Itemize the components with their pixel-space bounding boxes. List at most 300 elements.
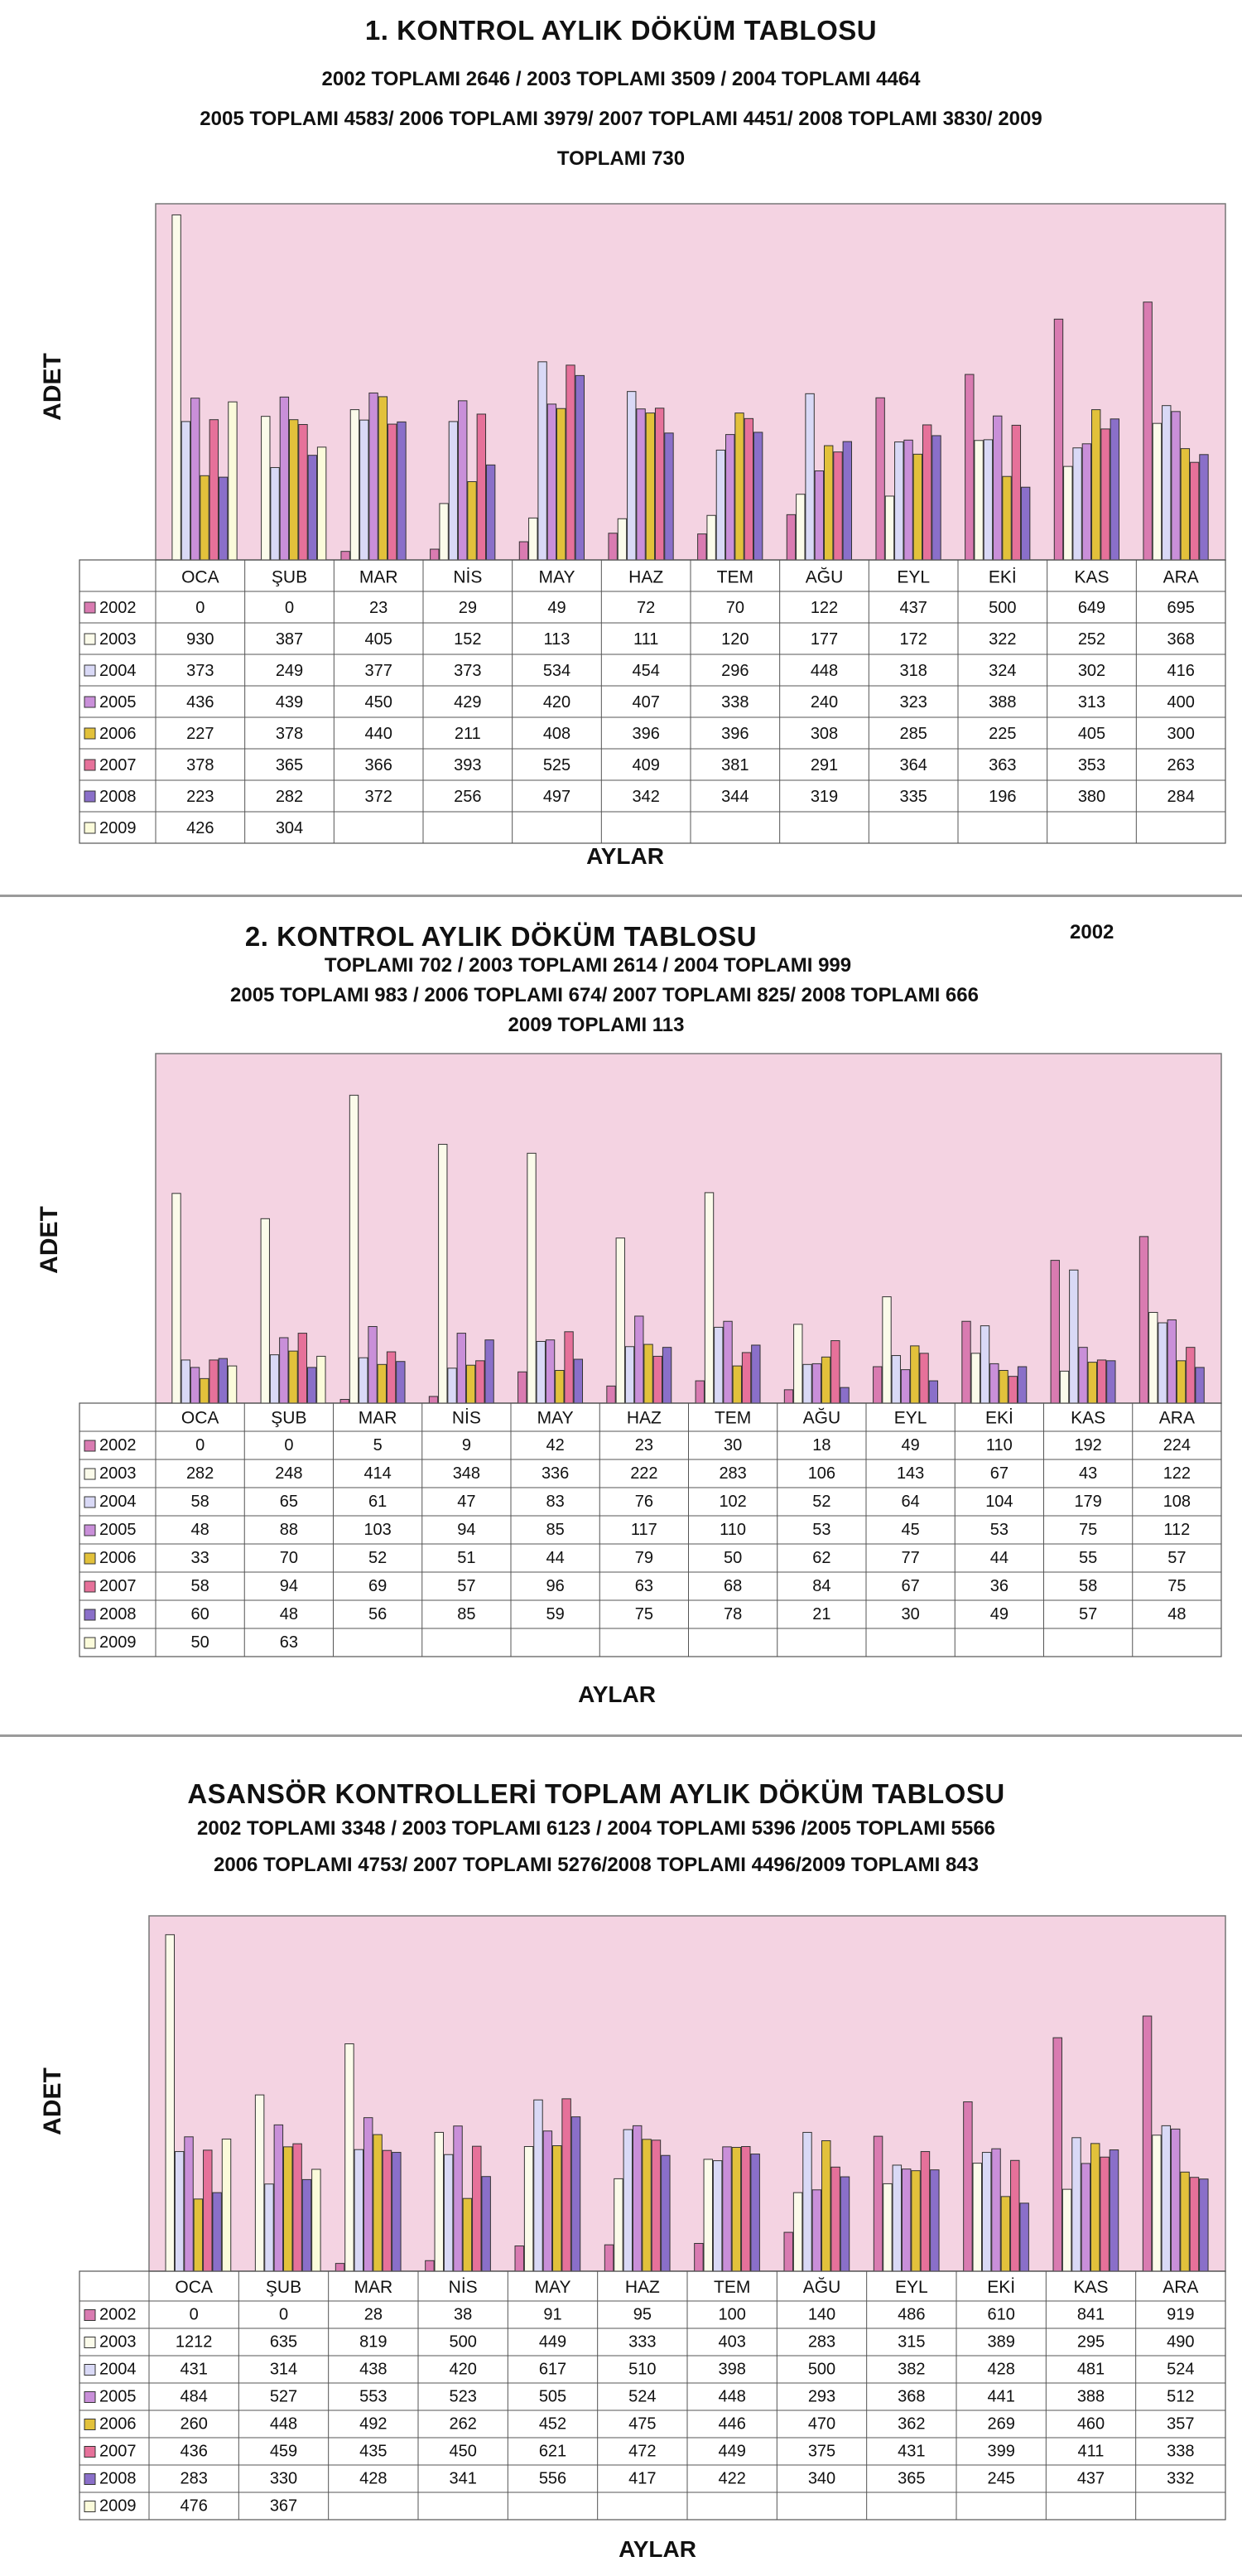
data-label: 30 <box>724 1436 743 1455</box>
bar <box>1162 2125 1170 2271</box>
legend-label: 2006 <box>99 724 137 743</box>
data-label: 0 <box>278 2305 289 2324</box>
data-label: 49 <box>989 1605 1009 1624</box>
data-label: 342 <box>632 787 660 806</box>
data-label: 438 <box>359 2360 388 2379</box>
data-label: 497 <box>542 787 571 806</box>
data-label: 353 <box>1077 755 1106 774</box>
bar <box>751 2154 759 2271</box>
bar <box>1020 2203 1028 2271</box>
data-label: 304 <box>275 818 304 837</box>
data-label: 365 <box>898 2469 926 2488</box>
data-label: 449 <box>538 2332 567 2352</box>
data-label: 388 <box>989 692 1017 712</box>
data-label: 524 <box>628 2387 657 2406</box>
legend-label: 2009 <box>99 2496 137 2516</box>
data-label: 475 <box>628 2414 657 2434</box>
category-label: MAY <box>538 567 575 587</box>
data-label: 448 <box>718 2387 746 2406</box>
category-label: HAZ <box>626 1408 662 1428</box>
chart-subtitle-line: 2006 TOPLAMI 4753/ 2007 TOPLAMI 5276/2008 TOPLAMI 4496/2009 TOPLAMI 843 <box>213 1854 979 1876</box>
data-label: 44 <box>989 1549 1009 1568</box>
legend-label: 2007 <box>99 755 137 774</box>
data-label: 449 <box>718 2442 746 2461</box>
data-label: 59 <box>546 1605 565 1624</box>
legend-label: 2002 <box>99 1436 137 1455</box>
data-label: 407 <box>632 692 660 712</box>
data-label: 431 <box>898 2442 926 2461</box>
data-label: 486 <box>898 2305 926 2324</box>
bar <box>571 2117 580 2271</box>
category-label: AĞU <box>802 1408 841 1428</box>
bar <box>1181 2172 1189 2271</box>
bar <box>312 2169 320 2271</box>
legend-swatch <box>84 2447 95 2458</box>
bar <box>255 2095 263 2271</box>
data-label: 0 <box>284 598 295 617</box>
data-label: 76 <box>634 1493 653 1512</box>
data-label: 57 <box>1079 1605 1098 1624</box>
bar <box>893 2165 901 2271</box>
data-label: 283 <box>719 1464 747 1483</box>
data-label: 399 <box>987 2442 1015 2461</box>
bar <box>1200 2179 1208 2271</box>
data-label: 368 <box>1167 630 1195 649</box>
bar <box>1001 2197 1009 2271</box>
bar <box>723 2147 731 2271</box>
category-label: ARA <box>1163 2277 1199 2297</box>
data-label: 335 <box>899 787 927 806</box>
bar <box>931 2170 939 2271</box>
data-label: 108 <box>1163 1493 1191 1512</box>
data-label: 302 <box>1077 661 1106 680</box>
data-label: 225 <box>989 724 1017 743</box>
data-label: 446 <box>718 2414 746 2434</box>
data-label: 525 <box>542 755 571 774</box>
data-label: 366 <box>364 755 392 774</box>
chart-title-suffix: 2002 <box>1070 921 1114 943</box>
data-label: 61 <box>368 1493 388 1512</box>
bar <box>454 2126 462 2271</box>
bar <box>543 2131 551 2271</box>
data-label: 85 <box>457 1605 476 1624</box>
bar <box>1190 2178 1198 2271</box>
y-axis-label: ADET <box>39 353 66 421</box>
data-label: 48 <box>190 1521 209 1540</box>
bar <box>1171 2129 1179 2271</box>
category-label: ŞUB <box>271 1408 307 1428</box>
category-label: KAS <box>1073 2277 1109 2297</box>
data-label: 223 <box>186 787 214 806</box>
data-label: 450 <box>364 692 392 712</box>
data-label: 500 <box>989 598 1017 617</box>
data-label: 396 <box>632 724 660 743</box>
legend-swatch <box>84 2501 95 2512</box>
bar <box>274 2125 282 2271</box>
data-label: 372 <box>364 787 392 806</box>
data-label: 389 <box>987 2332 1015 2352</box>
data-label: 62 <box>812 1549 831 1568</box>
data-label: 512 <box>1167 2387 1195 2406</box>
data-label: 348 <box>452 1464 481 1483</box>
legend-label: 2005 <box>99 692 137 712</box>
data-label: 841 <box>1076 2305 1105 2324</box>
data-label: 67 <box>901 1577 920 1596</box>
data-label: 77 <box>901 1549 920 1568</box>
bar <box>213 2192 221 2271</box>
bar <box>426 2260 434 2271</box>
data-label: 222 <box>630 1464 658 1483</box>
category-label: TEM <box>714 1408 752 1428</box>
data-label: 57 <box>457 1577 476 1596</box>
bar <box>373 2135 382 2271</box>
legend-swatch <box>84 2365 95 2376</box>
data-label: 67 <box>989 1464 1009 1483</box>
bar <box>392 2153 401 2271</box>
chart-subtitle-line: 2009 TOPLAMI 113 <box>508 1014 685 1036</box>
category-label: NİS <box>451 1408 481 1428</box>
bar <box>354 2149 363 2271</box>
data-label: 930 <box>186 630 214 649</box>
data-label: 69 <box>368 1577 388 1596</box>
data-label: 18 <box>812 1436 831 1455</box>
category-label: MAR <box>359 567 398 587</box>
category-label: TEM <box>716 567 753 587</box>
data-label: 44 <box>546 1549 565 1568</box>
category-label: AĞU <box>805 567 844 587</box>
bar <box>921 2152 929 2271</box>
data-label: 117 <box>630 1521 657 1540</box>
data-label: 484 <box>180 2387 208 2406</box>
data-label: 420 <box>449 2360 477 2379</box>
data-label: 296 <box>721 661 749 680</box>
data-label: 373 <box>186 661 214 680</box>
data-label: 36 <box>989 1577 1009 1596</box>
bar <box>515 2246 523 2271</box>
data-label: 282 <box>275 787 304 806</box>
bar <box>822 2140 830 2271</box>
data-label: 262 <box>449 2414 477 2434</box>
data-label: 459 <box>269 2442 298 2461</box>
y-axis-label: ADET <box>39 2067 66 2135</box>
legend-label: 2007 <box>99 1577 137 1596</box>
legend-label: 2003 <box>99 2332 137 2352</box>
data-label: 481 <box>1076 2360 1105 2379</box>
data-label: 340 <box>807 2469 836 2488</box>
data-label: 48 <box>1167 1605 1187 1624</box>
bar <box>992 2149 1000 2271</box>
data-label: 313 <box>1077 692 1106 712</box>
data-label: 398 <box>718 2360 746 2379</box>
data-label: 405 <box>1077 724 1106 743</box>
data-label: 440 <box>364 724 392 743</box>
data-label: 53 <box>812 1521 831 1540</box>
data-label: 428 <box>359 2469 388 2488</box>
bar <box>831 2167 840 2271</box>
data-label: 100 <box>718 2305 746 2324</box>
bar <box>473 2146 481 2271</box>
data-label: 323 <box>899 692 927 712</box>
bar <box>265 2184 273 2271</box>
bar <box>1081 2164 1090 2271</box>
data-label: 380 <box>1077 787 1106 806</box>
data-label: 527 <box>269 2387 298 2406</box>
category-label: OCA <box>181 567 219 587</box>
data-label: 400 <box>1167 692 1195 712</box>
bar <box>1053 2038 1061 2271</box>
bar <box>524 2147 532 2271</box>
data-label: 179 <box>1074 1493 1102 1512</box>
category-label: NİS <box>453 567 483 587</box>
data-label: 417 <box>628 2469 657 2488</box>
data-label: 65 <box>279 1493 298 1512</box>
data-label: 534 <box>542 661 571 680</box>
bar <box>363 2118 372 2271</box>
data-label: 75 <box>634 1605 653 1624</box>
data-label: 84 <box>812 1577 831 1596</box>
data-label: 260 <box>180 2414 208 2434</box>
data-label: 70 <box>725 598 744 617</box>
data-label: 416 <box>1167 661 1195 680</box>
bar <box>383 2150 391 2271</box>
data-label: 111 <box>633 630 659 649</box>
bar <box>713 2161 721 2271</box>
bar <box>695 2243 703 2271</box>
bar <box>633 2125 641 2271</box>
data-label: 388 <box>1076 2387 1105 2406</box>
data-label: 460 <box>1076 2414 1105 2434</box>
data-label: 23 <box>369 598 388 617</box>
category-label: AĞU <box>802 2277 841 2297</box>
data-label: 91 <box>543 2305 562 2324</box>
bar <box>204 2150 212 2271</box>
data-label: 29 <box>458 598 477 617</box>
legend-label: 2008 <box>99 787 137 806</box>
data-label: 695 <box>1167 598 1195 617</box>
data-label: 393 <box>454 755 482 774</box>
bar <box>902 2169 910 2271</box>
data-label: 283 <box>807 2332 836 2352</box>
data-label: 224 <box>1163 1436 1191 1455</box>
data-label: 143 <box>896 1464 925 1483</box>
data-label: 49 <box>547 598 566 617</box>
category-label: EKİ <box>987 2277 1016 2297</box>
bar <box>652 2140 660 2271</box>
bar <box>623 2130 632 2271</box>
data-label: 428 <box>987 2360 1015 2379</box>
bar <box>1143 2016 1151 2271</box>
bar <box>704 2159 712 2271</box>
chart-title: ASANSÖR KONTROLLERİ TOPLAM AYLIK DÖKÜM TABLOSU <box>187 1778 1005 1809</box>
data-label: 227 <box>186 724 214 743</box>
data-label: 249 <box>275 661 304 680</box>
bar <box>662 2155 670 2271</box>
data-label: 0 <box>284 1436 294 1455</box>
data-label: 431 <box>180 2360 208 2379</box>
data-label: 420 <box>542 692 571 712</box>
data-label: 42 <box>546 1436 565 1455</box>
data-label: 103 <box>363 1521 392 1540</box>
bar <box>1153 2135 1161 2271</box>
data-label: 454 <box>632 661 660 680</box>
data-label: 85 <box>546 1521 565 1540</box>
chart-subtitle-line: 2005 TOPLAMI 983 / 2006 TOPLAMI 674/ 2007 TOPLAMI 825/ 2008 TOPLAMI 666 <box>230 984 979 1006</box>
data-label: 364 <box>899 755 927 774</box>
data-label: 378 <box>275 724 304 743</box>
data-label: 367 <box>269 2496 298 2516</box>
chart-subtitle-line: TOPLAMI 730 <box>556 147 686 170</box>
category-label: KAS <box>1071 1408 1106 1428</box>
data-label: 94 <box>279 1577 298 1596</box>
bar <box>284 2147 292 2271</box>
bar <box>1091 2144 1100 2271</box>
legend-label: 2008 <box>99 1605 137 1624</box>
data-label: 72 <box>637 598 656 617</box>
legend-label: 2006 <box>99 2414 137 2434</box>
chart-subtitle-line: 2002 TOPLAMI 2646 / 2003 TOPLAMI 3509 / 2004 TOPLAMI 4464 <box>321 68 921 90</box>
data-label: 291 <box>810 755 839 774</box>
data-label: 70 <box>279 1549 298 1568</box>
data-label: 172 <box>899 630 927 649</box>
data-label: 452 <box>538 2414 567 2434</box>
data-label: 140 <box>807 2305 836 2324</box>
chart-subtitle-line: 2002 TOPLAMI 3348 / 2003 TOPLAMI 6123 / 2004 TOPLAMI 5396 /2005 TOPLAMI 5566 <box>196 1817 996 1840</box>
category-label: MAR <box>358 1408 397 1428</box>
legend-label: 2006 <box>99 1549 137 1568</box>
bar <box>912 2171 920 2271</box>
data-label: 318 <box>899 661 927 680</box>
y-axis-label: ADET <box>36 1206 63 1274</box>
data-label: 63 <box>279 1633 298 1652</box>
data-label: 437 <box>899 598 927 617</box>
data-label: 75 <box>1079 1521 1098 1540</box>
data-label: 248 <box>275 1464 303 1483</box>
bar <box>293 2144 301 2271</box>
data-label: 500 <box>807 2360 836 2379</box>
data-label: 357 <box>1167 2414 1195 2434</box>
data-label: 649 <box>1077 598 1106 617</box>
data-label: 819 <box>359 2332 388 2352</box>
category-label: HAZ <box>628 567 664 587</box>
data-label: 617 <box>538 2360 567 2379</box>
data-label: 403 <box>718 2332 746 2352</box>
category-label: ARA <box>1158 1408 1195 1428</box>
legend-label: 2009 <box>99 818 137 837</box>
data-label: 322 <box>989 630 1017 649</box>
bar <box>482 2177 490 2271</box>
category-label: EKİ <box>988 567 1017 587</box>
legend-label: 2002 <box>99 2305 137 2324</box>
data-label: 373 <box>454 661 482 680</box>
bar <box>175 2152 183 2271</box>
data-label: 78 <box>724 1605 743 1624</box>
data-label: 338 <box>721 692 749 712</box>
data-label: 470 <box>807 2414 836 2434</box>
data-label: 110 <box>720 1521 747 1540</box>
data-label: 300 <box>1167 724 1195 743</box>
data-label: 523 <box>449 2387 477 2406</box>
bar <box>793 2192 802 2271</box>
data-label: 28 <box>363 2305 383 2324</box>
data-label: 252 <box>1077 630 1106 649</box>
data-label: 422 <box>718 2469 746 2488</box>
data-label: 344 <box>721 787 749 806</box>
legend-label: 2009 <box>99 1633 137 1652</box>
data-label: 510 <box>628 2360 657 2379</box>
data-label: 21 <box>812 1605 831 1624</box>
data-label: 64 <box>901 1493 920 1512</box>
x-axis-label: AYLAR <box>578 1681 656 1707</box>
data-label: 293 <box>807 2387 836 2406</box>
data-label: 48 <box>279 1605 298 1624</box>
bar <box>604 2245 613 2271</box>
data-label: 49 <box>901 1436 920 1455</box>
data-label: 52 <box>812 1493 831 1512</box>
bar <box>643 2139 651 2271</box>
data-label: 55 <box>1079 1549 1098 1568</box>
data-label: 88 <box>279 1521 298 1540</box>
bar <box>562 2099 570 2271</box>
category-label: MAY <box>534 2277 571 2297</box>
data-label: 240 <box>810 692 839 712</box>
data-label: 448 <box>269 2414 298 2434</box>
legend-swatch <box>84 2310 95 2321</box>
data-label: 58 <box>190 1577 209 1596</box>
data-label: 152 <box>454 630 482 649</box>
data-label: 112 <box>1163 1521 1191 1540</box>
data-label: 96 <box>546 1577 565 1596</box>
data-label: 122 <box>1163 1464 1191 1483</box>
data-label: 426 <box>186 818 214 837</box>
legend-swatch <box>84 2392 95 2403</box>
category-label: HAZ <box>624 2277 660 2297</box>
data-label: 435 <box>359 2442 388 2461</box>
chart-subtitle-line: 2005 TOPLAMI 4583/ 2006 TOPLAMI 3979/ 2007 TOPLAMI 4451/ 2008 TOPLAMI 3830/ 2009 <box>200 108 1042 130</box>
category-label: OCA <box>175 2277 213 2297</box>
data-label: 245 <box>987 2469 1015 2488</box>
bar <box>166 1935 174 2271</box>
legend-label: 2007 <box>99 2442 137 2461</box>
data-label: 450 <box>449 2442 477 2461</box>
legend-label: 2005 <box>99 2387 137 2406</box>
data-label: 285 <box>899 724 927 743</box>
bar <box>803 2132 811 2271</box>
data-label: 256 <box>454 787 482 806</box>
data-label: 50 <box>190 1633 209 1652</box>
data-label: 324 <box>989 661 1017 680</box>
data-label: 51 <box>457 1549 476 1568</box>
chart-subtitle-line: TOPLAMI 702 / 2003 TOPLAMI 2614 / 2004 TOPLAMI 999 <box>324 954 852 977</box>
bar <box>345 2044 354 2271</box>
data-label: 439 <box>275 692 304 712</box>
category-label: MAR <box>354 2277 393 2297</box>
data-label: 556 <box>538 2469 567 2488</box>
bar <box>435 2132 443 2271</box>
data-label: 505 <box>538 2387 567 2406</box>
category-label: EYL <box>893 1408 927 1428</box>
data-label: 23 <box>634 1436 653 1455</box>
data-label: 1212 <box>175 2332 213 2352</box>
data-label: 113 <box>543 630 570 649</box>
bar <box>614 2178 623 2271</box>
legend-label: 2002 <box>99 598 137 617</box>
legend-swatch <box>84 2419 95 2430</box>
data-label: 338 <box>1167 2442 1195 2461</box>
data-label: 284 <box>1167 787 1195 806</box>
chart-title-text: 2. KONTROL AYLIK DÖKÜM TABLOSU <box>244 921 758 952</box>
data-label: 621 <box>538 2442 567 2461</box>
data-label: 524 <box>1167 2360 1195 2379</box>
